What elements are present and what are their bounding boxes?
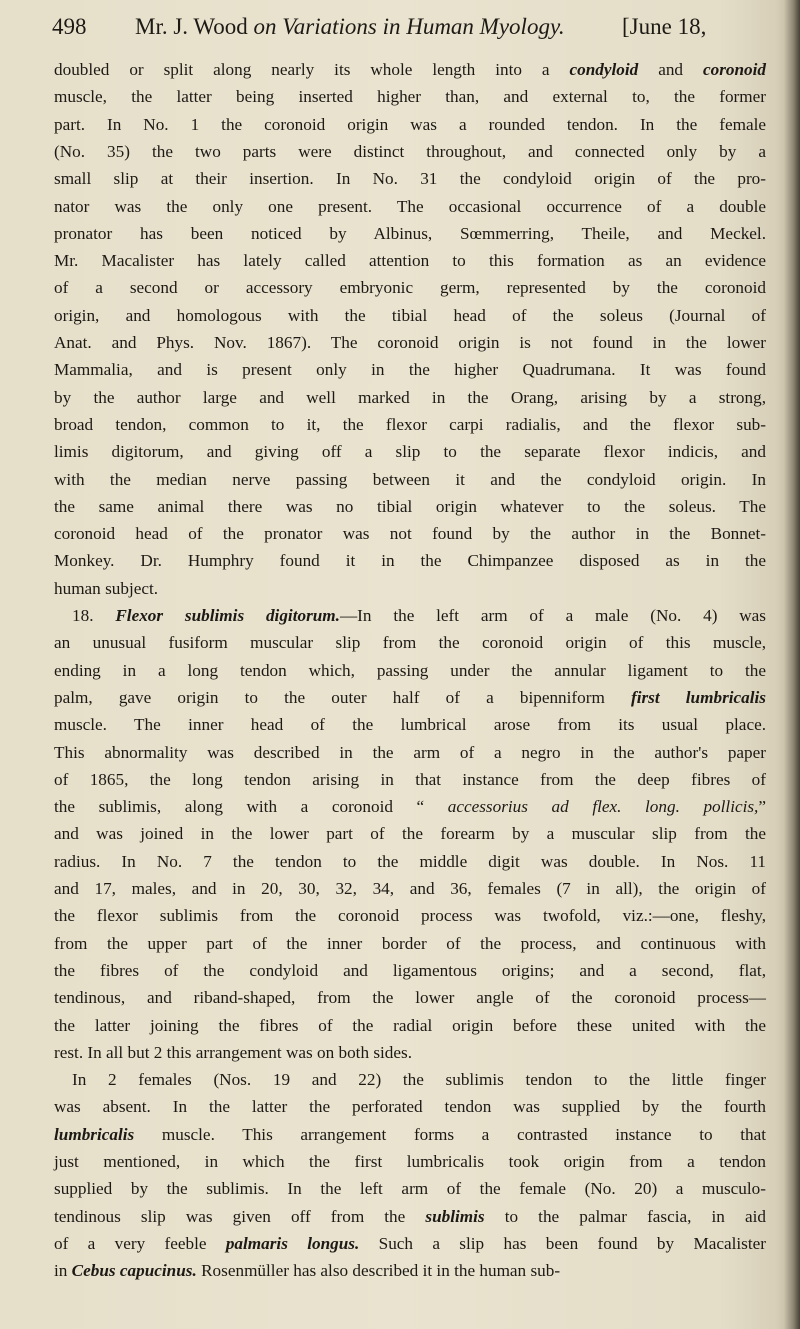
text-line bbox=[54, 548, 766, 574]
text-line bbox=[54, 958, 766, 984]
page-edge-shadow bbox=[784, 0, 800, 1329]
text-line bbox=[54, 767, 766, 793]
text-line bbox=[54, 57, 766, 83]
text-run: part. In No. 1 the coronoid origin was a rounded tendon. In the female bbox=[54, 114, 766, 134]
text-line bbox=[54, 1094, 766, 1120]
text-line bbox=[54, 303, 766, 329]
text-run: ending in a long tendon which, passing under the annular ligament to the bbox=[54, 660, 766, 680]
text-line bbox=[72, 603, 766, 629]
text-run: with the median nerve passing between it and the condyloid origin. In bbox=[54, 469, 766, 489]
italic-term: first lumbricalis bbox=[630, 687, 766, 707]
text-line bbox=[54, 139, 766, 165]
text-run: of a very feeble bbox=[54, 1233, 226, 1253]
text-run: the flexor sublimis from the coronoid process was twofold, viz.:—one, fleshy, bbox=[54, 906, 766, 926]
text-run: and was joined in the lower part of the forearm by a muscular slip from the bbox=[54, 824, 766, 844]
text-run: Anat. and Phys. Nov. 1867). The coronoid origin is not found in the lower bbox=[54, 333, 766, 352]
text-line bbox=[54, 712, 766, 738]
running-header bbox=[52, 14, 792, 48]
text-run: palm, gave origin to the outer half of a bipenniform bbox=[54, 687, 631, 707]
text-run: rest. In all but 2 this arrangement was on both sides. bbox=[54, 1042, 413, 1062]
text-run: —In the left arm of a male (No. 4) was bbox=[339, 606, 766, 625]
italic-term: condyloid bbox=[569, 60, 639, 79]
text-line bbox=[54, 412, 766, 438]
text-line bbox=[54, 576, 766, 602]
text-run: supplied by the sublimis. In the left arm of the female (No. 20) a musculo- bbox=[54, 1179, 766, 1199]
italic-term: Cebus capucinus. bbox=[71, 1261, 197, 1281]
italic-term: sublimis bbox=[425, 1206, 485, 1226]
text-run: of a second or accessory embryonic germ, represented by the coronoid bbox=[54, 278, 766, 298]
text-run: pronator has been noticed by Albinus, Sœmmerring, Theile, and Meckel. bbox=[54, 223, 766, 243]
text-line bbox=[54, 275, 766, 301]
on-word: on bbox=[253, 14, 277, 39]
text-run: and 17, males, and in 20, 30, 32, 34, and 36, females (7 in all), the origin of bbox=[54, 879, 766, 898]
text-run: an unusual fusiform muscular slip from the coronoid origin of this muscle, bbox=[54, 633, 766, 653]
text-line bbox=[54, 849, 766, 875]
text-run: ” bbox=[758, 797, 766, 817]
text-line bbox=[54, 248, 766, 274]
text-run: Mammalia, and is present only in the higher Quadrumana. It was found bbox=[54, 360, 766, 380]
text-line bbox=[54, 1040, 766, 1066]
text-run: radius. In No. 7 the tendon to the middle digit was double. In Nos. 11 bbox=[54, 851, 766, 871]
text-run: the same animal there was no tibial origin whatever to the soleus. The bbox=[54, 496, 766, 516]
text-run: human subject. bbox=[54, 578, 159, 598]
italic-term: lumbricalis bbox=[54, 1124, 135, 1144]
text-line bbox=[54, 1176, 766, 1202]
text-line bbox=[54, 385, 766, 411]
text-run: small slip at their insertion. In No. 31 the condyloid origin of the pro- bbox=[54, 169, 766, 189]
author-name: Mr. J. Wood bbox=[135, 14, 248, 39]
text-run: the latter joining the fibres of the radial origin before these united with the bbox=[54, 1015, 766, 1035]
text-line bbox=[54, 1258, 766, 1284]
text-run: doubled or split along nearly its whole length into a bbox=[54, 60, 570, 79]
text-run: just mentioned, in which the first lumbricalis took origin from a tendon bbox=[54, 1152, 766, 1171]
text-line bbox=[54, 1204, 766, 1230]
text-line bbox=[54, 166, 766, 192]
text-run: Rosenmüller has also described it in the human sub- bbox=[196, 1261, 561, 1281]
text-line bbox=[54, 1122, 766, 1148]
text-run: 18. bbox=[72, 606, 116, 625]
text-line bbox=[54, 357, 766, 383]
text-run: origin, and homologous with the tibial head of the soleus (Journal of bbox=[54, 305, 766, 325]
text-run: (No. 35) the two parts were distinct throughout, and connected only by a bbox=[54, 141, 766, 161]
text-line bbox=[54, 658, 766, 684]
text-line bbox=[54, 112, 766, 138]
text-run: Mr. Macalister has lately called attention to this formation as an evidence bbox=[54, 251, 766, 271]
text-line bbox=[54, 521, 766, 547]
text-run: In 2 females (Nos. 19 and 22) the sublimis tendon to the little finger bbox=[72, 1070, 766, 1090]
text-run: from the upper part of the inner border of the process, and continuous with bbox=[54, 933, 766, 953]
page-number: 498 bbox=[52, 14, 87, 39]
text-line bbox=[72, 1067, 766, 1093]
text-line bbox=[54, 903, 766, 929]
text-run: muscle. The inner head of the lumbrical arose from its usual place. bbox=[54, 715, 766, 735]
text-line bbox=[54, 1231, 766, 1257]
text-run: broad tendon, common to it, the flexor carpi radialis, and the flexor sub- bbox=[54, 414, 766, 434]
text-line bbox=[54, 221, 766, 247]
text-run: Monkey. Dr. Humphry found it in the Chimpanzee disposed as in the bbox=[54, 551, 766, 571]
text-line bbox=[54, 931, 766, 957]
text-line bbox=[54, 685, 766, 711]
text-line bbox=[54, 794, 766, 820]
text-line bbox=[54, 467, 766, 493]
text-run: muscle. This arrangement forms a contrasted instance to that bbox=[134, 1124, 766, 1144]
text-run: in bbox=[54, 1261, 72, 1281]
text-run: by the author large and well marked in the Orang, arising by a strong, bbox=[54, 387, 766, 407]
running-title bbox=[135, 14, 565, 40]
text-line bbox=[54, 821, 766, 847]
text-line bbox=[54, 740, 766, 766]
text-line bbox=[54, 1149, 766, 1175]
text-line bbox=[54, 330, 766, 356]
text-run: Such a slip has been found by Macalister bbox=[359, 1233, 766, 1253]
text-run: to the palmar fascia, in aid bbox=[484, 1206, 766, 1226]
text-run: coronoid head of the pronator was not found by the author in the Bonnet- bbox=[54, 524, 766, 544]
text-run: This abnormality was described in the arm of a negro in the author's paper bbox=[54, 742, 766, 762]
text-run: the fibres of the condyloid and ligamentous origins; and a second, flat, bbox=[54, 960, 766, 980]
text-line bbox=[54, 1013, 766, 1039]
text-line bbox=[54, 84, 766, 110]
text-run: muscle, the latter being inserted higher than, and external to, the former bbox=[54, 87, 766, 107]
text-run: the sublimis, along with a coronoid “ bbox=[54, 797, 448, 817]
issue-date: [June 18, bbox=[622, 14, 707, 39]
text-run: of 1865, the long tendon arising in that instance from the deep fibres of bbox=[54, 769, 766, 789]
italic-term: coronoid bbox=[702, 60, 766, 79]
text-run: tendinous slip was given off from the bbox=[54, 1206, 426, 1226]
text-line bbox=[54, 439, 766, 465]
text-run: and bbox=[638, 60, 703, 79]
journal-title: Variations in Human Myology. bbox=[282, 14, 565, 39]
text-line bbox=[54, 630, 766, 656]
text-line bbox=[54, 876, 766, 902]
text-run: nator was the only one present. The occasional occurrence of a double bbox=[54, 196, 766, 216]
italic-term: palmaris longus. bbox=[225, 1233, 360, 1253]
italic-term: accessorius ad flex. long. pollicis, bbox=[447, 797, 759, 817]
text-line bbox=[54, 985, 766, 1011]
text-line bbox=[54, 494, 766, 520]
text-run: limis digitorum, and giving off a slip to the separate flexor indicis, and bbox=[54, 442, 766, 462]
text-line bbox=[54, 194, 766, 220]
text-run: tendinous, and riband-shaped, from the lower angle of the coronoid process— bbox=[54, 988, 766, 1008]
italic-term: Flexor sublimis digitorum. bbox=[115, 606, 340, 625]
text-run: was absent. In the latter the perforated tendon was supplied by the fourth bbox=[54, 1097, 766, 1117]
